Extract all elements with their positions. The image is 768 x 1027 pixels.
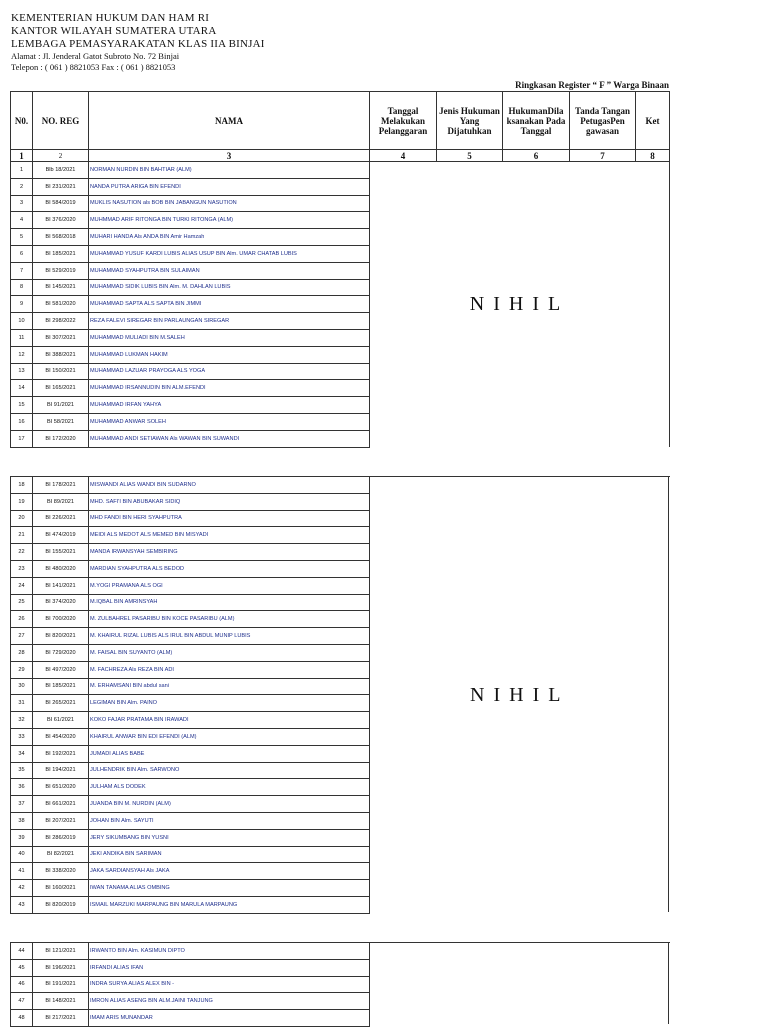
register-number: BI 307/2021 [33, 329, 89, 346]
row-number: 4 [11, 212, 33, 229]
inmate-name: MUHAMMAD LAZUAR PRAYOGA ALS YOGA [89, 363, 370, 380]
row-number: 25 [11, 594, 33, 611]
inmate-name: IRWANTO BIN Alm. KASIMUN DIPTO [89, 943, 370, 960]
row-number: 15 [11, 397, 33, 414]
register-number: BI 338/2020 [33, 863, 89, 880]
register-number: BI 231/2021 [33, 178, 89, 195]
inmate-name: JULHAM ALS DODEK [89, 779, 370, 796]
col-number: 6 [503, 150, 570, 162]
inmate-name: MUHAMMAD SIDIK LUBIS BIN Alm. M. DAHLAN LUBIS [89, 279, 370, 296]
col-number: 7 [570, 150, 636, 162]
nihil-marker [370, 943, 670, 1027]
register-number: BI 121/2021 [33, 943, 89, 960]
register-number: BI 729/2020 [33, 644, 89, 661]
row-number: 40 [11, 846, 33, 863]
row-number: 5 [11, 229, 33, 246]
inmate-name: JUMADI ALIAS BABE [89, 745, 370, 762]
col-jenis: Jenis Hukuman Yang Dijatuhkan [437, 92, 503, 150]
table-right-edge [668, 942, 669, 1024]
register-number: BI 581/2020 [33, 296, 89, 313]
row-number: 14 [11, 380, 33, 397]
inmate-name: KHAIRUL ANWAR BIN EDI EFENDI (ALM) [89, 728, 370, 745]
inmate-name: M.IQBAL BIN AMRINSYAH [89, 594, 370, 611]
register-number: BI 700/2020 [33, 611, 89, 628]
inmate-name: MHD FANDI BIN HERI SYAHPUTRA [89, 510, 370, 527]
row-number: 3 [11, 195, 33, 212]
inmate-name: MHD. SAFI'I BIN ABUBAKAR SIDIQ [89, 493, 370, 510]
register-number: BI 454/2020 [33, 728, 89, 745]
col-number: 2 [33, 150, 89, 162]
row-number: 46 [11, 976, 33, 993]
inmate-name: MUHAMMAD IRFAN YAHYA [89, 397, 370, 414]
row-number: 38 [11, 812, 33, 829]
col-ket: Ket [636, 92, 670, 150]
table-body-3 [11, 943, 670, 1027]
inmate-name: M.YOGI PRAMANA ALS OGI [89, 577, 370, 594]
row-number: 34 [11, 745, 33, 762]
inmate-name: REZA FALEVI SIREGAR BIN PARLAUNGAN SIREGAR [89, 313, 370, 330]
row-number: 42 [11, 880, 33, 897]
row-number: 11 [11, 329, 33, 346]
inmate-name: JUANDA BIN M. NURDIN (ALM) [89, 796, 370, 813]
inmate-name: M. FAISAL BIN SUYANTO (ALM) [89, 644, 370, 661]
row-number: 22 [11, 544, 33, 561]
col-number: 5 [437, 150, 503, 162]
row-number: 19 [11, 493, 33, 510]
register-number: BI 584/2019 [33, 195, 89, 212]
register-table-1 [10, 91, 670, 448]
register-number: BI 651/2020 [33, 779, 89, 796]
register-number: BI 61/2021 [33, 712, 89, 729]
row-number: 32 [11, 712, 33, 729]
row-number: 24 [11, 577, 33, 594]
inmate-name: MUHAMMAD ANWAR SOLEH [89, 413, 370, 430]
inmate-name: JULHENDRIK BIN Alm. SARWONO [89, 762, 370, 779]
register-number: Blb 18/2021 [33, 162, 89, 179]
col-hukuman: HukumanDila ksanakan Pada Tanggal [503, 92, 570, 150]
row-number: 45 [11, 959, 33, 976]
inmate-name: MANDA IRWANSYAH SEMBIRING [89, 544, 370, 561]
register-number: BI 376/2020 [33, 212, 89, 229]
address: Alamat : Jl. Jenderal Gatot Subroto No. 72 Binjai [11, 51, 180, 61]
register-number: BI 192/2021 [33, 745, 89, 762]
register-number: BI 148/2021 [33, 993, 89, 1010]
register-number: BI 185/2021 [33, 245, 89, 262]
register-number: BI 217/2021 [33, 1010, 89, 1027]
inmate-name: MUHAMMAD SYAHPUTRA BIN SULAIMAN [89, 262, 370, 279]
register-number: BI 191/2021 [33, 976, 89, 993]
inmate-name: M. ERHAMSANI BIN abdul sani [89, 678, 370, 695]
register-table-2 [10, 476, 670, 914]
row-number: 30 [11, 678, 33, 695]
inmate-name: MUHAMMAD IRSANNUDIN BIN ALM.EFENDI [89, 380, 370, 397]
register-number: BI 298/2022 [33, 313, 89, 330]
col-noreg: NO. REG [33, 92, 89, 150]
row-number: 23 [11, 560, 33, 577]
inmate-name: LEGIMAN BIN Alm. PAINO [89, 695, 370, 712]
register-number: BI 141/2021 [33, 577, 89, 594]
register-number: BI 82/2021 [33, 846, 89, 863]
inmate-name: IWAN TANAMA ALIAS OMBING [89, 880, 370, 897]
table-right-edge [668, 476, 669, 912]
row-number: 12 [11, 346, 33, 363]
register-number: BI 196/2021 [33, 959, 89, 976]
register-number: BI 160/2021 [33, 880, 89, 897]
row-number: 48 [11, 1010, 33, 1027]
register-number: BI 480/2020 [33, 560, 89, 577]
document-header [11, 12, 265, 73]
table-row [11, 162, 670, 179]
row-number: 36 [11, 779, 33, 796]
inmate-name: M. FACHREZA Als REZA BIN ADI [89, 661, 370, 678]
register-number: BI 185/2021 [33, 678, 89, 695]
col-number: 8 [636, 150, 670, 162]
row-number: 20 [11, 510, 33, 527]
register-number: BI 194/2021 [33, 762, 89, 779]
register-subtitle: Ringkasan Register “ F ” Warga Binaan [515, 80, 669, 90]
col-number: 4 [370, 150, 437, 162]
register-number: BI 58/2021 [33, 413, 89, 430]
register-number: BI 150/2021 [33, 363, 89, 380]
col-ttd: Tanda Tangan PetugasPen gawasan [570, 92, 636, 150]
col-number: 3 [89, 150, 370, 162]
inmate-name: JOHAN BIN Alm. SAYUTI [89, 812, 370, 829]
inmate-name: INDRA SURYA ALIAS ALEX BIN - [89, 976, 370, 993]
inmate-name: M. KHAIRUL RIZAL LUBIS ALS IRUL BIN ABDUL MUNIP LUBIS [89, 628, 370, 645]
register-number: BI 145/2021 [33, 279, 89, 296]
inmate-name: IRFANDI ALIAS IFAN [89, 959, 370, 976]
col-number: 1 [11, 150, 33, 162]
register-number: BI 178/2021 [33, 477, 89, 494]
row-number: 33 [11, 728, 33, 745]
row-number: 44 [11, 943, 33, 960]
register-number: BI 89/2021 [33, 493, 89, 510]
inmate-name: NORMAN NURDIN BIN BAHTIAR (ALM) [89, 162, 370, 179]
row-number: 6 [11, 245, 33, 262]
register-number: BI 165/2021 [33, 380, 89, 397]
inmate-name: MUHARI HANDA Als ANDA BIN Amir Hamzah [89, 229, 370, 246]
row-number: 31 [11, 695, 33, 712]
inmate-name: MUHAMMAD SAPTA ALS SAPTA BIN JIMMI [89, 296, 370, 313]
inmate-name: KOKO FAJAR PRATAMA BIN IRAWADI [89, 712, 370, 729]
inmate-name: MISWANDI ALIAS WANDI BIN SUDARNO [89, 477, 370, 494]
inmate-name: MUHMMAD ARIF RITONGA BIN TURKI RITONGA (ALM) [89, 212, 370, 229]
register-number: BI 207/2021 [33, 812, 89, 829]
register-number: BI 529/2019 [33, 262, 89, 279]
register-number: BI 374/2020 [33, 594, 89, 611]
row-number: 37 [11, 796, 33, 813]
regional-office: KANTOR WILAYAH SUMATERA UTARA [11, 25, 217, 37]
inmate-name: MUHAMMAD LUKMAN HAKIM [89, 346, 370, 363]
row-number: 8 [11, 279, 33, 296]
register-number: BI 661/2021 [33, 796, 89, 813]
row-number: 47 [11, 993, 33, 1010]
row-number: 39 [11, 829, 33, 846]
register-number: BI 226/2021 [33, 510, 89, 527]
row-number: 9 [11, 296, 33, 313]
row-number: 7 [11, 262, 33, 279]
inmate-name: MUKLIS NASUTION als BOB BIN JABANGUN NASUTION [89, 195, 370, 212]
institution-name: LEMBAGA PEMASYARAKATAN KLAS IIA BINJAI [11, 38, 265, 50]
table-row [11, 477, 670, 494]
inmate-name: MUHAMMAD YUSUF KARDI LUBIS ALIAS USUP BIN Alm. UMAR CHATAB LUBIS [89, 245, 370, 262]
col-nama: NAMA [89, 92, 370, 150]
register-number: BI 91/2021 [33, 397, 89, 414]
inmate-name: JEKI ANDIKA BIN SARIMAN [89, 846, 370, 863]
nihil-marker: NIHIL [370, 477, 670, 914]
ministry-name: KEMENTERIAN HUKUM DAN HAM RI [11, 12, 210, 24]
row-number: 17 [11, 430, 33, 447]
register-table-3 [10, 942, 670, 1027]
register-number: BI 265/2021 [33, 695, 89, 712]
row-number: 35 [11, 762, 33, 779]
register-number: BI 474/2019 [33, 527, 89, 544]
inmate-name: IMRON ALIAS ASENG BIN ALM.JAINI TANJUNG [89, 993, 370, 1010]
row-number: 26 [11, 611, 33, 628]
table-body-2 [11, 477, 670, 914]
register-number: BI 155/2021 [33, 544, 89, 561]
inmate-name: NANDA PUTRA ARIGA BIN EFENDI [89, 178, 370, 195]
row-number: 21 [11, 527, 33, 544]
phone-fax: Telepon : ( 061 ) 8821053 Fax : ( 061 ) 8821053 [11, 62, 176, 72]
register-number: BI 820/2019 [33, 896, 89, 913]
inmate-name: MUHAMMAD MULIADI BIN M.SALEH [89, 329, 370, 346]
inmate-name: MARDIAN SYAHPUTRA ALS BEDOD [89, 560, 370, 577]
row-number: 16 [11, 413, 33, 430]
register-number: BI 497/2020 [33, 661, 89, 678]
inmate-name: M. ZULBAHREL PASARIBU BIN KOCE PASARIBU (ALM) [89, 611, 370, 628]
register-number: BI 172/2020 [33, 430, 89, 447]
row-number: 29 [11, 661, 33, 678]
row-number: 10 [11, 313, 33, 330]
column-number-row [11, 150, 670, 162]
inmate-name: IMAM ARIS MUNANDAR [89, 1010, 370, 1027]
row-number: 27 [11, 628, 33, 645]
table-body-1 [11, 162, 670, 448]
column-header-row [11, 92, 670, 150]
inmate-name: JERY SIKUMBANG BIN YUSNI [89, 829, 370, 846]
col-tanggal: Tanggal Melakukan Pelanggaran [370, 92, 437, 150]
row-number: 41 [11, 863, 33, 880]
register-number: BI 286/2019 [33, 829, 89, 846]
register-number: BI 388/2021 [33, 346, 89, 363]
inmate-name: ISMAIL MARZUKI MARPAUNG BIN MARULA MARPAUNG [89, 896, 370, 913]
inmate-name: MEIDI ALS MEDOT ALS MEMED BIN MISYADI [89, 527, 370, 544]
col-no: N0. [11, 92, 33, 150]
register-number: BI 568/2018 [33, 229, 89, 246]
inmate-name: MUHAMMAD ANDI SETIAWAN Als WAWAN BIN SUWANDI [89, 430, 370, 447]
row-number: 43 [11, 896, 33, 913]
row-number: 13 [11, 363, 33, 380]
row-number: 18 [11, 477, 33, 494]
table-row [11, 943, 670, 960]
nihil-marker: NIHIL [370, 162, 670, 448]
inmate-name: JAKA SARDIANSYAH Als JAKA [89, 863, 370, 880]
row-number: 28 [11, 644, 33, 661]
register-number: BI 820/2021 [33, 628, 89, 645]
row-number: 1 [11, 162, 33, 179]
row-number: 2 [11, 178, 33, 195]
